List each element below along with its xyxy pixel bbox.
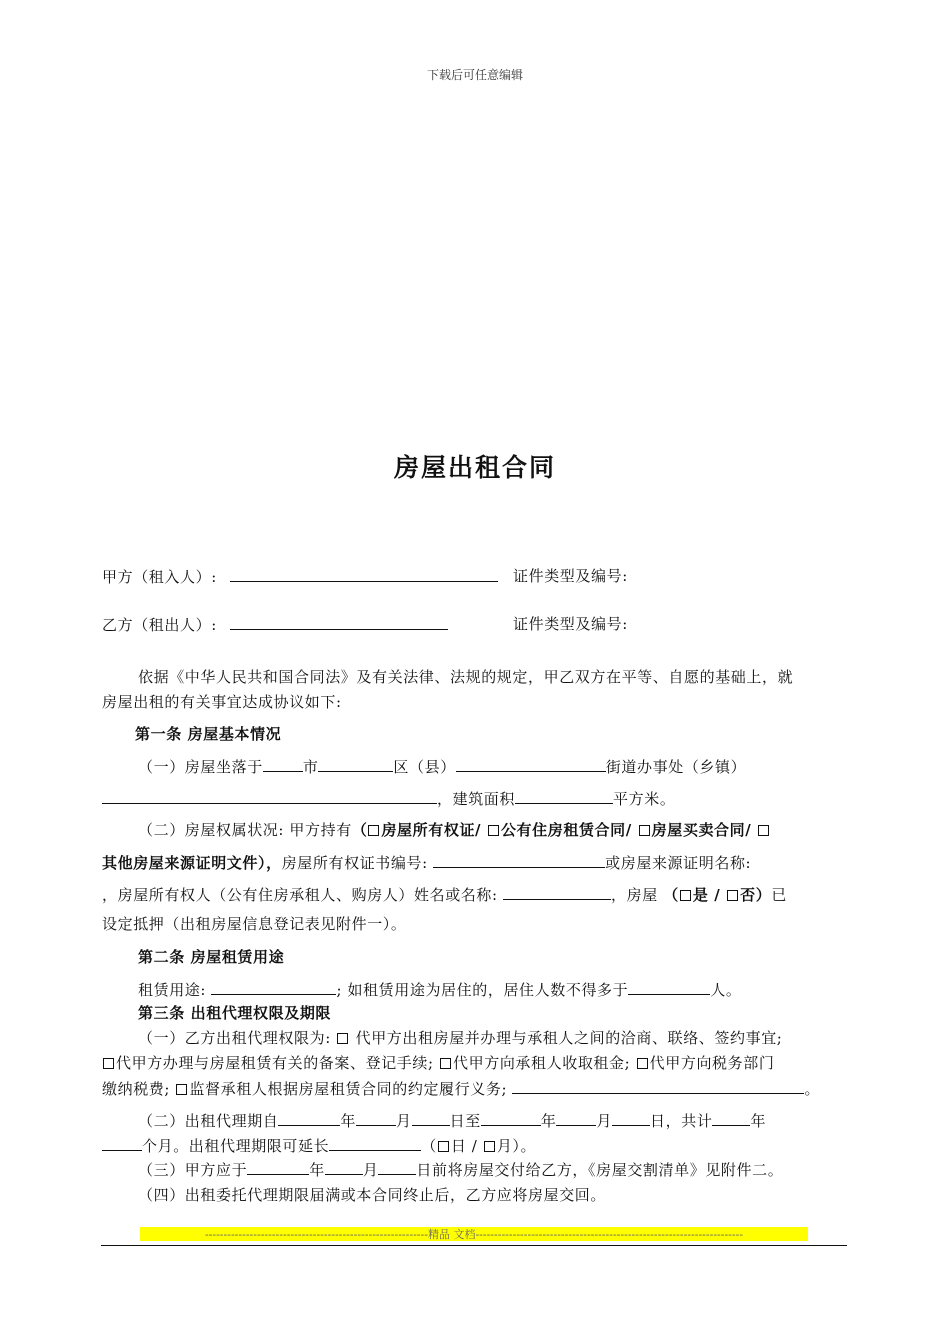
total-label: 日，共计 [650, 1112, 713, 1130]
art3-authority-line-1 [138, 1028, 782, 1048]
year-label-2: 年 [540, 1112, 557, 1130]
year-label-3: 年 [750, 1112, 767, 1130]
option-days: 日 / [450, 1137, 483, 1155]
checkbox-mortgage-yes[interactable] [680, 890, 691, 901]
street-blank[interactable] [456, 756, 606, 772]
end-month-blank[interactable] [556, 1110, 596, 1126]
preamble-line-2: 房屋出租的有关事宜达成协议如下: [102, 693, 342, 711]
option-mortgage-yes: 是 / [692, 886, 727, 904]
option-other-source: 其他房屋来源证明文件）， [102, 854, 282, 872]
end-day-blank[interactable] [612, 1110, 650, 1126]
start-year-blank[interactable] [278, 1110, 340, 1126]
article-1-heading: 第一条 房屋基本情况 [135, 725, 282, 743]
footer-rule [101, 1245, 847, 1246]
art3-authority-line-2 [102, 1053, 774, 1073]
mortgage-label: ，房屋 [611, 886, 664, 904]
total-months-blank[interactable] [102, 1135, 142, 1151]
checkbox-supervise[interactable] [176, 1084, 187, 1095]
checkbox-registration[interactable] [103, 1058, 114, 1069]
paren-open: （ [351, 821, 368, 839]
party-b-id-label: 证件类型及编号: [513, 615, 628, 633]
option-pay-tax: 代甲方向税务部门 [649, 1054, 775, 1072]
purpose-label: 租赁用途: [138, 981, 212, 999]
other-authority-blank[interactable] [512, 1078, 804, 1094]
checkbox-pay-tax[interactable] [637, 1058, 648, 1069]
checkbox-months[interactable] [484, 1141, 495, 1152]
period-start-label: （二）出租代理期自 [138, 1112, 279, 1130]
option-months: 月）。 [496, 1137, 537, 1155]
option-public-housing: 公有住房租赁合同/ [500, 821, 638, 839]
document-title: 房屋出租合同 [393, 453, 556, 482]
delivery-day-blank[interactable] [378, 1159, 416, 1175]
area-label: ，建筑面积 [437, 790, 516, 808]
delivery-suffix: 日前将房屋交付给乙方，《房屋交割清单》见附件二。 [416, 1161, 784, 1179]
paren-open-3: （ [421, 1137, 437, 1155]
art3-period-line-2 [102, 1135, 536, 1156]
end-year-blank[interactable] [481, 1110, 541, 1126]
district-label: 区（县） [393, 758, 456, 776]
option-sale-contract: 房屋买卖合同/ [651, 821, 758, 839]
source-proof-label: 或房屋来源证明名称: [605, 854, 752, 872]
delivery-label: （三）甲方应于 [138, 1161, 248, 1179]
checkbox-collect-rent[interactable] [440, 1058, 451, 1069]
art3-delivery-line [138, 1159, 783, 1180]
art3-return-line: （四）出租委托代理期限届满或本合同终止后，乙方应将房屋交回。 [138, 1186, 607, 1204]
authority-label: （一）乙方出租代理权限为: [138, 1029, 337, 1047]
checkbox-public-housing[interactable] [488, 825, 499, 836]
art2-purpose-line [138, 979, 741, 1000]
area-unit: 平方米。 [613, 790, 676, 808]
extension-label: 个月。出租代理期限可延长 [142, 1137, 330, 1155]
city-blank[interactable] [263, 756, 303, 772]
art1-location-line [138, 756, 746, 777]
day-to-label: 日至 [449, 1112, 481, 1130]
ownership-label: （二）房屋权属状况: 甲方持有 [138, 821, 352, 839]
checkbox-negotiate[interactable] [337, 1033, 348, 1044]
preamble-line-1: 依据《中华人民共和国合同法》及有关法律、法规的规定，甲乙双方在平等、自愿的基础上，就 [138, 668, 794, 686]
start-day-blank[interactable] [412, 1110, 450, 1126]
option-ownership-cert: 房屋所有权证/ [381, 821, 487, 839]
occupants-unit: 人。 [710, 981, 742, 999]
purpose-blank[interactable] [211, 979, 336, 995]
party-a-id-label: 证件类型及编号: [513, 567, 628, 585]
checkbox-ownership-cert[interactable] [368, 825, 379, 836]
checkbox-other-source[interactable] [758, 825, 769, 836]
checkbox-sale-contract[interactable] [639, 825, 650, 836]
street-label: 街道办事处（乡镇） [605, 758, 747, 776]
option-supervise: 监督承租人根据房屋租赁合同的约定履行义务; [189, 1080, 513, 1098]
party-b-label: 乙方（租出人）: [102, 616, 217, 634]
area-blank[interactable] [515, 788, 613, 804]
month-label-1: 月 [396, 1112, 412, 1130]
cert-number-blank[interactable] [433, 852, 605, 868]
occupants-blank[interactable] [628, 979, 710, 995]
total-years-blank[interactable] [712, 1110, 750, 1126]
checkbox-days[interactable] [438, 1141, 449, 1152]
art1-ownership-line-4: 设定抵押（出租房屋信息登记表见附件一）。 [102, 915, 407, 933]
party-b-name-blank[interactable] [230, 614, 448, 630]
option-pay-tax-cont: 缴纳税费; [102, 1080, 176, 1098]
art1-ownership-line-3 [102, 884, 787, 905]
year-label-4: 年 [309, 1161, 325, 1179]
party-b-line [102, 614, 448, 635]
art1-ownership-line-1 [138, 820, 771, 840]
art3-authority-line-3 [102, 1078, 820, 1099]
art3-period-line-1 [138, 1110, 766, 1131]
footer-watermark: ------------------------------------------------------------精品 文档------------------------------------------------------------------------ [204, 1228, 744, 1241]
period-end: 。 [804, 1080, 821, 1098]
occupants-label: ; 如租赁用途为居住的，居住人数不得多于 [336, 981, 629, 999]
cert-number-label: 房屋所有权证书编号: [281, 854, 434, 872]
district-blank[interactable] [318, 756, 393, 772]
party-a-name-blank[interactable] [230, 566, 498, 582]
extension-blank[interactable] [329, 1135, 421, 1151]
year-label-1: 年 [340, 1112, 357, 1130]
party-a-line [102, 566, 498, 587]
option-registration: 代甲方办理与房屋租赁有关的备案、登记手续; [116, 1054, 440, 1072]
art1-location-label: （一）房屋坐落于 [138, 758, 263, 776]
month-label-2: 月 [596, 1112, 613, 1130]
checkbox-mortgage-no[interactable] [727, 890, 738, 901]
owner-name-label: ，房屋所有权人（公有住房承租人、购房人）姓名或名称: [102, 886, 504, 904]
paren-open-2: （ [663, 886, 679, 904]
art1-area-line [102, 788, 675, 809]
option-negotiate: 代甲方出租房屋并办理与承租人之间的洽商、联络、签约事宜; [350, 1029, 783, 1047]
article-2-heading: 第二条 房屋租赁用途 [138, 948, 285, 966]
start-month-blank[interactable] [356, 1110, 396, 1126]
city-label: 市 [302, 758, 319, 776]
address-blank[interactable] [102, 788, 437, 804]
header-note: 下载后可任意编辑 [426, 68, 523, 82]
art1-ownership-line-2 [102, 852, 751, 873]
delivery-month-blank[interactable] [325, 1159, 363, 1175]
month-label-3: 月 [362, 1161, 379, 1179]
mortgage-suffix: 已 [771, 886, 787, 904]
option-collect-rent: 代甲方向承租人收取租金; [453, 1054, 636, 1072]
party-a-label: 甲方（租入人）: [102, 568, 217, 586]
owner-name-blank[interactable] [503, 884, 611, 900]
delivery-year-blank[interactable] [247, 1159, 309, 1175]
article-3-heading: 第三条 出租代理权限及期限 [138, 1004, 332, 1022]
option-mortgage-no: 否） [740, 886, 772, 904]
